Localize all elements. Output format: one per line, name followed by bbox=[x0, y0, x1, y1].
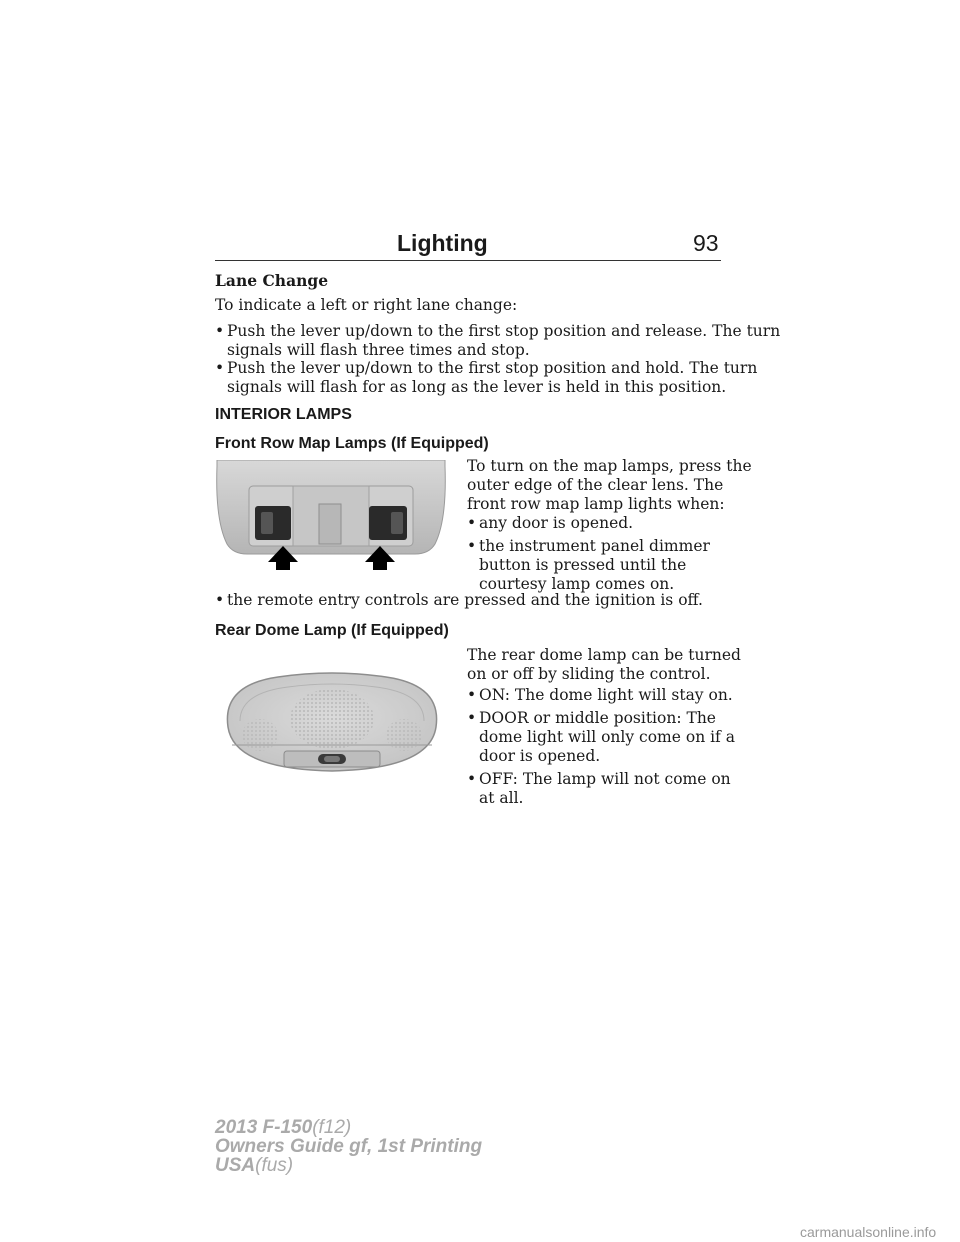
page-number: 93 bbox=[693, 230, 719, 256]
front-bullet-1: any door is opened. bbox=[479, 514, 634, 532]
bullet-icon: • bbox=[467, 686, 477, 704]
rear-dome-heading: Rear Dome Lamp (If Equipped) bbox=[215, 622, 449, 639]
front-row-heading: Front Row Map Lamps (If Equipped) bbox=[215, 435, 489, 452]
rear-bullet-2-line: DOOR or middle position: The bbox=[479, 709, 716, 727]
footer-market-code: (fus) bbox=[255, 1155, 294, 1176]
footer-guide: Owners Guide gf, 1st Printing bbox=[215, 1136, 483, 1157]
front-bullet-2-line: button is pressed until the bbox=[479, 556, 687, 574]
bullet-icon: • bbox=[467, 770, 477, 788]
front-intro-line: To turn on the map lamps, press the bbox=[467, 457, 752, 475]
footer-market: USA bbox=[215, 1155, 256, 1176]
bullet-icon: • bbox=[467, 709, 477, 727]
bullet-icon: • bbox=[215, 322, 225, 340]
page-title: Lighting bbox=[397, 230, 488, 256]
lane-bullet-2-line2: signals will flash for as long as the lever is held in this position. bbox=[227, 378, 727, 396]
footer bbox=[215, 1118, 482, 1175]
lane-bullet-1-line2: signals will flash three times and stop. bbox=[227, 341, 530, 359]
front-row-intro bbox=[467, 457, 752, 514]
lane-change-heading: Lane Change bbox=[215, 271, 329, 290]
front-bullet-2-line: the instrument panel dimmer bbox=[479, 537, 710, 555]
rear-intro-line: The rear dome lamp can be turned bbox=[467, 646, 741, 664]
bullet-icon: • bbox=[467, 514, 477, 532]
interior-lamps-heading: INTERIOR LAMPS bbox=[215, 406, 352, 423]
dome-lamp-figure bbox=[218, 665, 446, 780]
rear-bullet-2-line: dome light will only come on if a bbox=[479, 728, 735, 746]
front-bullet-3: the remote entry controls are pressed and the ignition is off. bbox=[227, 591, 703, 609]
footer-code: (f12) bbox=[312, 1117, 352, 1138]
bullet-icon: • bbox=[467, 537, 477, 555]
rear-bullet-3-line: OFF: The lamp will not come on bbox=[479, 770, 731, 788]
bullet-icon: • bbox=[215, 359, 225, 377]
lane-change-intro: To indicate a left or right lane change: bbox=[215, 296, 518, 314]
header-rule bbox=[215, 260, 721, 261]
rear-dome-intro bbox=[467, 646, 741, 684]
rear-bullet-1: ON: The dome light will stay on. bbox=[479, 686, 733, 704]
front-bullet-2-line: courtesy lamp comes on. bbox=[479, 575, 675, 593]
rear-intro-line: on or off by sliding the control. bbox=[467, 665, 711, 683]
lane-bullet-2-line1: Push the lever up/down to the first stop position and hold. The turn bbox=[227, 359, 758, 377]
front-intro-line: outer edge of the clear lens. The bbox=[467, 476, 724, 494]
footer-model: 2013 F-150 bbox=[215, 1117, 313, 1138]
rear-bullet-2-line: door is opened. bbox=[479, 747, 601, 765]
lane-bullet-1-line1: Push the lever up/down to the first stop position and release. The turn bbox=[227, 322, 781, 340]
rear-bullet-3-line: at all. bbox=[479, 789, 524, 807]
bullet-icon: • bbox=[215, 591, 225, 609]
front-intro-line: front row map lamp lights when: bbox=[467, 495, 725, 513]
map-lamp-figure bbox=[215, 460, 447, 572]
watermark: carmanualsonline.info bbox=[800, 1224, 937, 1240]
